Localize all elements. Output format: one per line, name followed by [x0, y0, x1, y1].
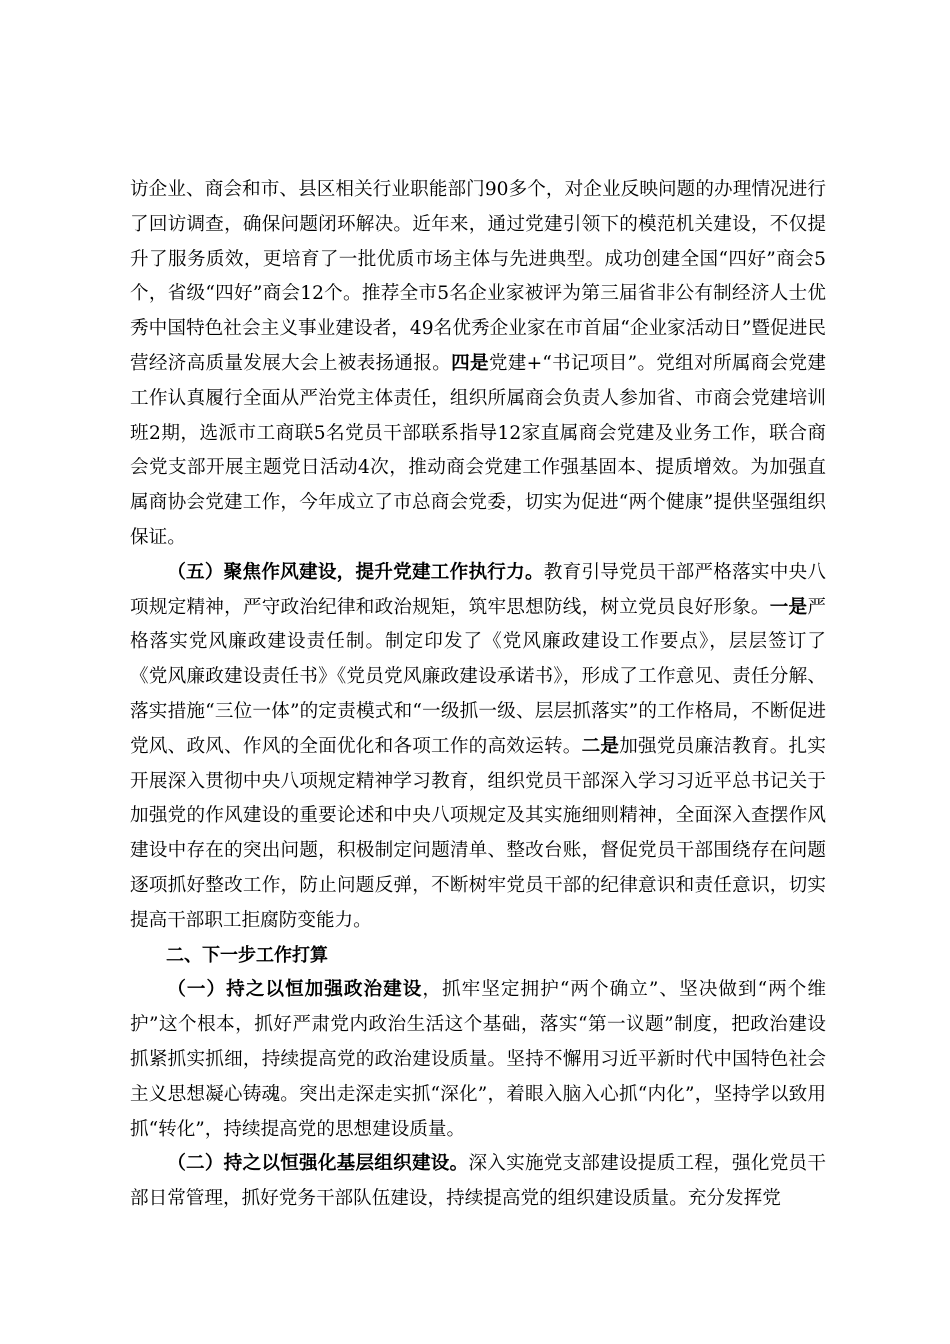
paragraph-next-one: [130, 973, 826, 1147]
text-segment: 教育引导党员干部严格落实中央八项规定精神，严守政治纪律和政治规矩，筑牢思想防线，树立党员良好形象。: [130, 561, 826, 618]
bold-lead-four: 四是: [451, 352, 489, 374]
paragraph-continuation: [130, 173, 826, 556]
text-segment: 党建+“书记项目”。党组对所属商会党建工作认真履行全面从严治党主体责任，组织所属商会负责人参加省、市商会党建培训班2期，选派市工商联5名党员干部联系指导12家直属商会党建及业务工作，联合商会党支部开展主题党日活动4次，推动商会党建工作强基固本、提质增效。为加强直属商协会党建工作，今年成立了市总商会党委，切实为促进“两个健康”提供坚强组织保证。: [130, 352, 826, 548]
chapter-heading-next-steps: 二、下一步工作打算: [166, 944, 328, 966]
subsection-heading-one: （一）持之以恒加强政治建设: [167, 979, 423, 1001]
paragraph-next-two: [130, 1147, 826, 1217]
bold-lead-two: 二是: [581, 735, 620, 757]
section-heading-five: （五）聚焦作风建设，提升党建工作执行力。: [167, 561, 544, 583]
text-segment: 深入实施党支部建设提质工程，强化党员干部日常管理，抓好党务干部队伍建设，持续提高党的组织建设质量。充分发挥党: [130, 1153, 826, 1210]
subsection-heading-two: （二）持之以恒强化基层组织建设。: [167, 1153, 469, 1175]
text-segment: ，抓牢坚定拥护“两个确立”、坚决做到“两个维护”这个根本，抓好严肃党内政治生活这个基础，落实“第一议题”制度，把政治建设抓紧抓实抓细，持续提高党的政治建设质量。坚持不懈用习近平新时代中国特色社会主义思想凝心铸魂。突出走深走实抓“深化”，着眼入脑入心抓“内化”，坚持学以致用抓“转化”，持续提高党的思想建设质量。: [130, 979, 826, 1140]
bold-lead-one: 一是: [769, 596, 808, 618]
text-segment: 严格落实党风廉政建设责任制。制定印发了《党风廉政建设工作要点》，层层签订了《党风廉政建设责任书》《党员党风廉政建设承诺书》，形成了工作意见、责任分解、落实措施“三位一体”的定责模式和“一级抓一级、层层抓落实”的工作格局，不断促进党风、政风、作风的全面优化和各项工作的高效运转。: [130, 596, 826, 757]
text-segment: 访企业、商会和市、县区相关行业职能部门90多个，对企业反映问题的办理情况进行了回访调查，确保问题闭环解决。近年来，通过党建引领下的模范机关建设，不仅提升了服务质效，更培育了一批优质市场主体与先进典型。成功创建全国“四好”商会5个，省级“四好”商会12个。推荐全市5名企业家被评为第三届省非公有制经济人士优秀中国特色社会主义事业建设者，49名优秀企业家在市首届“企业家活动日”暨促进民营经济高质量发展大会上被表扬通报。: [130, 179, 826, 374]
paragraph-section-five: [130, 556, 826, 939]
text-segment: 加强党员廉洁教育。扎实开展深入贯彻中央八项规定精神学习教育，组织党员干部深入学习习近平总书记关于加强党的作风建设的重要论述和中央八项规定及其实施细则精神，全面深入查摆作风建设中存在的突出问题，积极制定问题清单、整改台账，督促党员干部围绕存在问题逐项抓好整改工作，防止问题反弹，不断树牢党员干部的纪律意识和责任意识，切实提高干部职工拒腐防变能力。: [130, 735, 826, 931]
document-body: [130, 173, 826, 1217]
